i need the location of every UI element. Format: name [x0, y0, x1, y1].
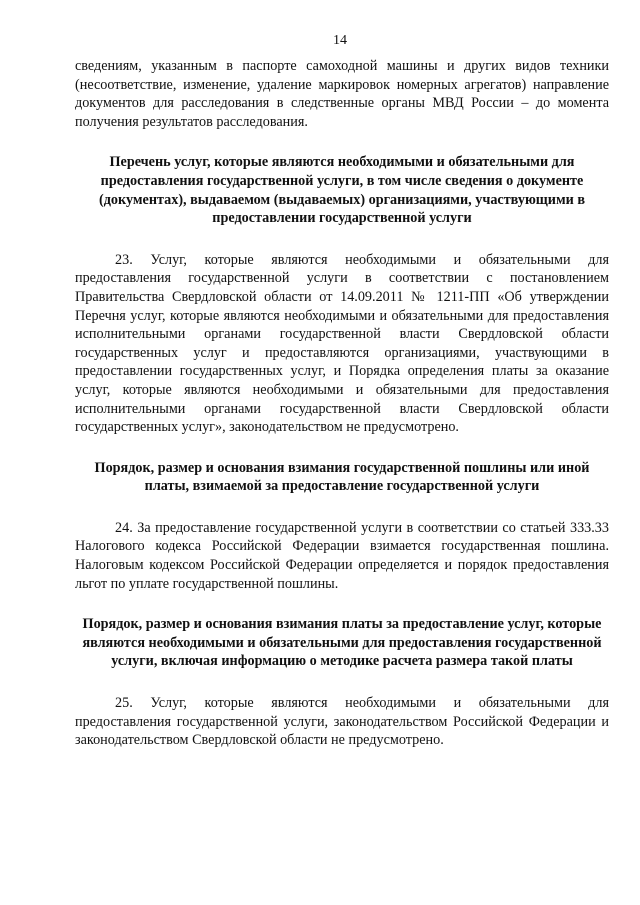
- spacer: [75, 228, 609, 251]
- spacer: [75, 437, 609, 459]
- section-heading-services-list: Перечень услуг, которые являются необходимыми и обязательными для предоставления государственной услуги, в том числе сведения о документе (документах), выдаваемом (выдаваемых) организациями, участвующими в предоставлении государственной услуги: [98, 154, 585, 227]
- page-content: [75, 57, 609, 750]
- intro-paragraph: сведениям, указанным в паспорте самоходной машины и других видов техники (несоответствие, изменение, удаление маркировок номерных агрегатов) направление документов для расследования в следственные органы МВД России – до момента получения результатов расследования.: [75, 58, 609, 130]
- spacer: [75, 131, 609, 153]
- spacer: [75, 593, 609, 615]
- paragraph-24: 24. За предоставление государственной услуги в соответствии со статьей 333.33 Налогового кодекса Российской Федерации взимается государственная пошлина. Налоговым кодексом Российской Федерации определяется и порядок предоставления льгот по уплате государственной пошлины.: [75, 519, 609, 592]
- spacer: [75, 671, 609, 694]
- section-heading-state-duty: Порядок, размер и основания взимания государственной пошлины или иной платы, взимаемой за предоставление государственной услуги: [94, 459, 590, 495]
- paragraph-25: 25. Услуг, которые являются необходимыми и обязательными для предоставления государственной услуги, законодательством Российской Федерации и законодательством Свердловской области не предусмотрено.: [75, 695, 609, 749]
- paragraph-23: 23. Услуг, которые являются необходимыми и обязательными для предоставления государственной услуги в соответствии с постановлением Правительства Свердловской области от 14.09.2011 № 1211-ПП «Об утверждении Перечня услуг, которые являются необходимыми и обязательными для предоставления исполнительными органами государственной власти Свердловской области государственных услуг и предоставляются организациями, участвующими в предоставлении государственных услуг, и Порядка определения платы за оказание услуг, которые являются необходимыми и обязательными для предоставления исполнительными органами государственной власти Свердловской области государственных услуг», законодательством не предусмотрено.: [75, 251, 609, 436]
- page-number: 14: [333, 33, 347, 48]
- spacer: [75, 496, 609, 519]
- section-heading-service-fees: Порядок, размер и основания взимания платы за предоставление услуг, которые являются необходимыми и обязательными для предоставления государственной услуги, включая информацию о методике расчета размера такой платы: [82, 616, 602, 670]
